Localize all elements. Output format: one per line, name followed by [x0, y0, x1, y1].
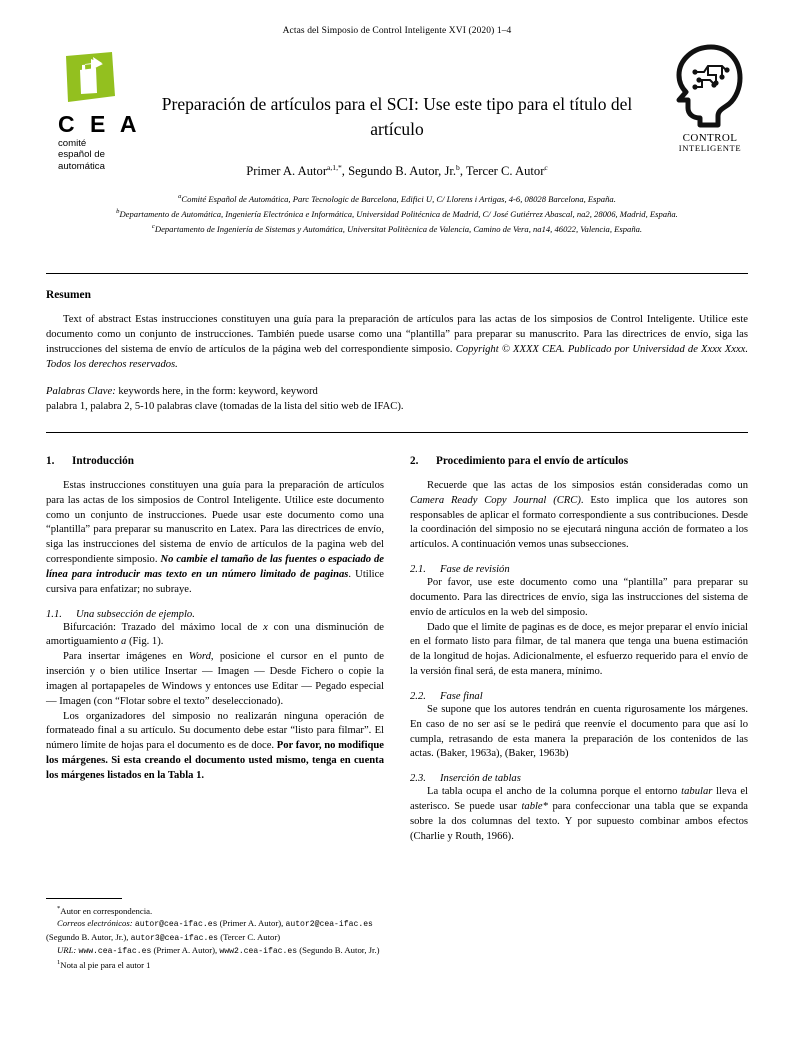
s11-p2-b: , posicione el cursor en el punto de inserción y o bien utilice Insertar — Imagen — Desde Fichero o copie la imagen al portapapeles de Windows y entonces use Editar — Pegado especial — Imagen (con “Flotar sobre el texto” deseleccionado). [46, 651, 384, 707]
section-1-number: 1. [46, 455, 55, 467]
author-3-name: Tercer C. Autor [465, 164, 545, 179]
s11-p1-c: (Fig. 1). [126, 636, 164, 648]
section-1-1-paragraph-3 [46, 710, 384, 784]
section-2-2-paragraph-1: Se supone que los autores tendrán en cuenta rigurosamente los márgenes. En caso de no ser así se le pedirá que reenvíe el documento para que así lo cumpla, retrasando de esta manera la preparación de los contenidos de las actas. (Baker, 1963a), (Baker, 1963b) [410, 703, 748, 760]
cea-subtitle-line2: español de [58, 149, 105, 161]
footnote-email-3[interactable]: autor3@cea-ifac.es [130, 933, 219, 943]
keywords-block [46, 384, 748, 414]
ci-caption-line1: CONTROL [682, 132, 738, 144]
section-2-3-paragraph-1 [410, 785, 748, 844]
footnote-rule [46, 898, 122, 899]
s23-p1-a: La tabla ocupa el ancho de la columna porque el entorno [427, 786, 682, 798]
footnote-urls [46, 944, 384, 958]
s11-p1-a: Bifurcación: Trazado del máximo local de [63, 621, 264, 633]
footnote-email-2[interactable]: autor2@cea-ifac.es [285, 920, 373, 930]
footnote-url-2-owner: (Segundo B. Autor, Jr.) [299, 945, 380, 956]
section-2-2-number: 2.2. [410, 690, 426, 702]
s11-p1-var-x: x [263, 621, 268, 633]
section-1-1-title: Una subsección de ejemplo. [76, 608, 195, 620]
footnote-emails-label: Correos electrónicos: [57, 918, 133, 929]
section-2-1-paragraph-2: Dado que el limite de paginas es de doce, es mejor preparar el envío inicial en el formato listo para filmar, de tal manera que tenga una buena estimación de la longitud de hojas. Adicionalmente, el esfuerzo requerido para el envío de la versión final será, de esta manera, mínimo. [410, 621, 748, 678]
section-2-number: 2. [410, 455, 419, 467]
s1-p1-a: Estas instrucciones constituyen una guía para la preparación de artículos para las actas de los simposios de Control Inteligente. Utilice este documento como un conjunto de instrucciones. Puede usar este documento como una “plantilla” para preparar su manuscrito en Latex. Para las directrices de envío, siga las instrucciones del sistema de envío de artículos de la pagina web del correspondiente simposio. [46, 480, 384, 566]
s11-p3-a: Los organizadores del simposio no realizarán ninguna operación de formateado final a su artículo. Su documento debe estar “listo para filmar”. El número límite de hojas para el documento es de doce. [46, 710, 384, 752]
s1-p1-c: . Utilice cursiva para enfatizar; no subraye. [46, 568, 385, 595]
footnote-url-label: URL: [57, 945, 77, 956]
keywords-line2: palabra 1, palabra 2, 5-10 palabras clave (tomadas de la lista del sitio web de IFAC). [46, 401, 404, 413]
affiliation-list [40, 192, 754, 236]
s23-p1-b: lleva el asterisco. Se puede usar [410, 786, 748, 813]
column-left [46, 455, 384, 784]
section-1-title: Introducción [72, 455, 134, 467]
s23-p1-tabular: tabular [681, 786, 713, 798]
keywords-line1: keywords here, in the form: keyword, keyword [115, 386, 318, 398]
s23-p1-c: para confeccionar una tabla que se expanda sobre la dos columnas del texto. Y por supuesto combinar ambos efectos (Charlie y Routh, 1966). [410, 801, 749, 842]
cea-square-icon [58, 50, 120, 108]
abstract-text-plain: Text of abstract Estas instrucciones constituyen una guía para la preparación de artículos para las actas de los simposios de Control Inteligente. Utilice este documento como un conjunto de instrucciones. También puede usarse como una “plantilla” para preparar su manuscrito. Para las directrices de envío, siga las instrucciones del sistema de envío de artículos de la página web del correspondiente simposio. [46, 314, 748, 356]
footnote-email-1[interactable]: autor@cea-ifac.es [134, 920, 218, 930]
running-head: Actas del Simposio de Control Inteligente XVI (2020) 1–4 [282, 26, 512, 36]
s2-p1-a: Recuerde que las actas de los simposios están consideradas como un [427, 480, 748, 491]
section-2-2-title: Fase final [440, 690, 483, 702]
section-1-paragraph-1 [46, 479, 384, 598]
author-1-marks: a,1, [327, 163, 338, 172]
cea-wordmark: C E A [58, 111, 141, 137]
footnote-email-2-owner: (Segundo B. Autor, Jr.), [46, 931, 131, 942]
section-2-3-number: 2.3. [410, 773, 426, 785]
section-2-2-heading [410, 691, 748, 702]
author-2-name: Segundo B. Autor, Jr. [348, 164, 457, 179]
s1-p1-emphasis: No cambie el tamaño de las fuentes o espaciado de línea para introducir mas texto en un número limitado de paginas [46, 554, 384, 580]
section-2-paragraph-1 [410, 479, 748, 553]
affiliation-a-text: Comité Español de Automática, Parc Tecnologic de Barcelona, Edifici U, C/ Llorens i Artigas, 4-6, 08028 Barcelona, España. [181, 193, 616, 204]
footnote-email-3-owner: (Tercer C. Autor) [220, 931, 281, 942]
s23-p1-table-star: table* [521, 801, 548, 813]
author-list: Primer A. Autor$^{a,1,*}$, Segundo B. Autor, Jr.$^b$, Tercer C. Autor$^c$ [246, 163, 548, 179]
s11-p1-var-a: a [121, 636, 127, 648]
abstract-text [46, 312, 748, 372]
section-2-1-number: 2.1. [410, 564, 426, 576]
keywords-label: Palabras Clave: [46, 386, 116, 398]
footnote-note-1 [46, 958, 384, 971]
section-2-1-paragraph-1: Por favor, use este documento como una “plantilla” para preparar su documento. Para las directrices de envío, siga las instrucciones del sistema de envío de artículos en la web del simposio. [410, 577, 748, 618]
s11-p1-b: con una disminución de amortiguamiento [46, 621, 384, 648]
footnote-note-1-mark: 1 [57, 959, 61, 967]
section-1-1-paragraph-2 [46, 650, 384, 709]
footnote-url-1-owner: (Primer A. Autor), [151, 945, 220, 956]
affiliation-a-mark: a [178, 193, 182, 200]
abstract-block [46, 289, 748, 414]
section-2-title: Procedimiento para el envío de artículos [436, 455, 629, 467]
section-2-1-heading [410, 564, 748, 575]
abstract-copyright: Copyright © XXXX CEA. Publicado por Universidad de Xxxx Xxxx. Todos los derechos reservados. [46, 344, 748, 371]
affiliation-b-text: Departamento de Automática, Ingeniería Electrónica e Informática, Universidad Politécnica de Madrid, C/ José Gutiérrez Abascal, na2, 28006, Madrid, España. [119, 208, 678, 219]
page-title: Preparación de artículos para el SCI: Use este tipo para el título del artículo [161, 94, 633, 139]
author-1-name: Primer A. Autor [246, 164, 328, 179]
section-2-3-title: Inserción de tablas [440, 773, 521, 785]
author-1-star: * [337, 163, 342, 172]
footnote-email-1-owner: (Primer A. Autor), [217, 918, 284, 929]
footnote-url-2[interactable]: www2.cea-ifac.es [219, 947, 298, 957]
cea-mark-icon [58, 50, 120, 108]
section-1-1-heading [46, 609, 384, 620]
control-inteligente-logo [662, 42, 758, 153]
cea-subtitle-line3: automática [58, 160, 105, 172]
section-1-1-paragraph-1 [46, 621, 384, 651]
abstract-rule-bottom [46, 432, 748, 433]
s2-p1-b: . Esto implica que los autores son responsables de aplicar el formato correspondiente a sus contribuciones. Desde la coordinación del simposio no se ejecutará ninguna acción de formateo a los artículos. A continuación vemos unas subsecciones. [410, 494, 748, 551]
abstract-rule-top [46, 273, 748, 274]
footnote-emails [46, 917, 384, 944]
affiliation-c-mark: c [151, 222, 155, 230]
section-1-heading [46, 455, 384, 467]
footnote-block [46, 898, 384, 971]
head-circuit-icon [666, 42, 754, 130]
footnote-note-1-text: Nota al pie para el autor 1 [60, 959, 151, 970]
footnote-corresponding-text: Autor en correspondencia. [60, 905, 153, 916]
affiliation-b-mark: b [116, 207, 120, 215]
footnote-url-1[interactable]: www.cea-ifac.es [78, 947, 152, 957]
author-3-marks: c [544, 163, 548, 172]
section-2-1-title: Fase de revisión [440, 564, 510, 576]
abstract-heading: Resumen [46, 289, 91, 301]
affiliation-c-text: Departamento de Ingeniería de Sistemas y Automática, Universitat Politècnica de Valencia, Camino de Vera, na14, 46022, Valencia, España. [154, 223, 643, 234]
footnote-corresponding [46, 904, 384, 917]
s11-p2-word: Word [188, 651, 211, 663]
s2-p1-italic: Camera Ready Copy Journal (CRC) [410, 494, 581, 506]
column-right [410, 455, 748, 845]
s11-p3-bold: Por favor, no modifique los márgenes. Si esta creando el documento usted mismo, tenga en cuenta los márgenes listados en la Tabla 1. [46, 740, 384, 781]
affiliation-a [40, 192, 754, 207]
s11-p2-a: Para insertar imágenes en [63, 651, 189, 663]
section-2-heading [410, 455, 748, 467]
ci-caption-line2: INTELIGENTE [678, 143, 742, 153]
section-1-1-number: 1.1. [46, 608, 62, 620]
cea-subtitle-line1: comité [58, 138, 87, 150]
control-inteligente-caption [662, 133, 758, 153]
affiliation-c [40, 222, 754, 237]
affiliation-b [40, 207, 754, 222]
footnote-star-mark: * [57, 905, 61, 912]
author-2-marks: b [456, 163, 460, 172]
section-2-3-heading [410, 773, 748, 784]
